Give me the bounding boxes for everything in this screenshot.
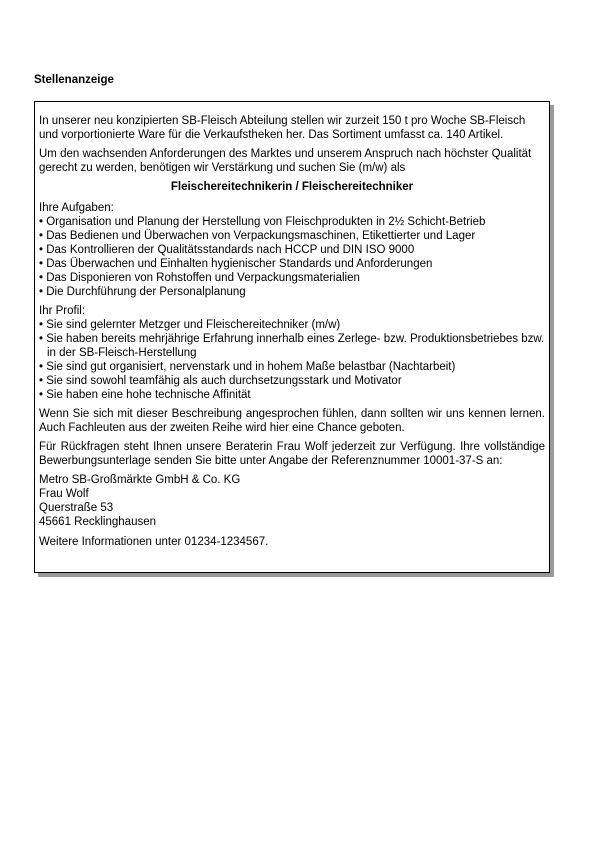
closing-paragraph-2: Für Rückfragen steht Ihnen unsere Beraterin Frau Wolf jederzeit zur Verfügung. Ihre vollständige Bewerbungsunterlage senden Sie bitte unter Angabe der Referenznummer 10001-37-S an: bbox=[39, 441, 545, 467]
task-item: • Das Bedienen und Überwachen von Verpackungsmaschinen, Etikettierter und Lager bbox=[39, 229, 545, 243]
task-item: • Das Kontrollieren der Qualitätsstandards nach HCCP und DIN ISO 9000 bbox=[39, 243, 545, 257]
task-item: • Organisation und Planung der Herstellung von Fleischprodukten in 2½ Schicht-Betrieb bbox=[39, 215, 545, 229]
profile-item: • Sie haben bereits mehrjährige Erfahrung innerhalb eines Zerlege- bzw. Produktionsbetriebes bzw. in der SB-Fleisch-Herstellung bbox=[39, 332, 545, 360]
page-heading: Stellenanzeige bbox=[34, 74, 114, 86]
address-block bbox=[39, 473, 545, 529]
job-ad-box bbox=[34, 101, 550, 573]
task-item: • Das Disponieren von Rohstoffen und Verpackungsmaterialien bbox=[39, 271, 545, 285]
address-company: Metro SB-Großmärkte GmbH & Co. KG bbox=[39, 474, 241, 486]
closing-paragraph-1: Wenn Sie sich mit dieser Beschreibung angesprochen fühlen, dann sollten wir uns kennen lernen. Auch Fachleuten aus der zweiten Reihe wird hier eine Chance geboten. bbox=[39, 408, 545, 434]
tasks-list bbox=[39, 215, 545, 299]
task-item: • Die Durchführung der Personalplanung bbox=[39, 285, 545, 299]
address-street: Querstraße 53 bbox=[39, 502, 114, 514]
task-item: • Das Überwachen und Einhalten hygienischer Standards und Anforderungen bbox=[39, 257, 545, 271]
job-title: Fleischereitechnikerin / Fleischereitechniker bbox=[170, 181, 414, 193]
footer-info: Weitere Informationen unter 01234-1234567. bbox=[39, 536, 269, 548]
intro-paragraph-1: In unserer neu konzipierten SB-Fleisch Abteilung stellen wir zurzeit 150 t pro Woche SB-Fleisch und vorportionierte Ware für die Verkaufstheken her. Das Sortiment umfasst ca. 140 Artikel. bbox=[39, 115, 526, 141]
profile-item: • Sie sind gelernter Metzger und Fleischereitechniker (m/w) bbox=[39, 318, 545, 332]
profile-item: • Sie sind gut organisiert, nervenstark und in hohem Maße belastbar (Nachtarbeit) bbox=[39, 360, 545, 374]
tasks-label: Ihre Aufgaben: bbox=[39, 202, 114, 214]
address-city: 45661 Recklinghausen bbox=[39, 516, 157, 528]
profile-item: • Sie sind sowohl teamfähig als auch durchsetzungsstark und Motivator bbox=[39, 374, 545, 388]
profile-label: Ihr Profil: bbox=[39, 305, 86, 317]
address-contact: Frau Wolf bbox=[39, 488, 89, 500]
intro-paragraph-2: Um den wachsenden Anforderungen des Marktes und unserem Anspruch nach höchster Qualität gerecht zu werden, benötigen wir Verstärkung und suchen Sie (m/w) als bbox=[39, 148, 532, 174]
profile-list bbox=[39, 318, 545, 402]
profile-item: • Sie haben eine hohe technische Affinität bbox=[39, 388, 545, 402]
